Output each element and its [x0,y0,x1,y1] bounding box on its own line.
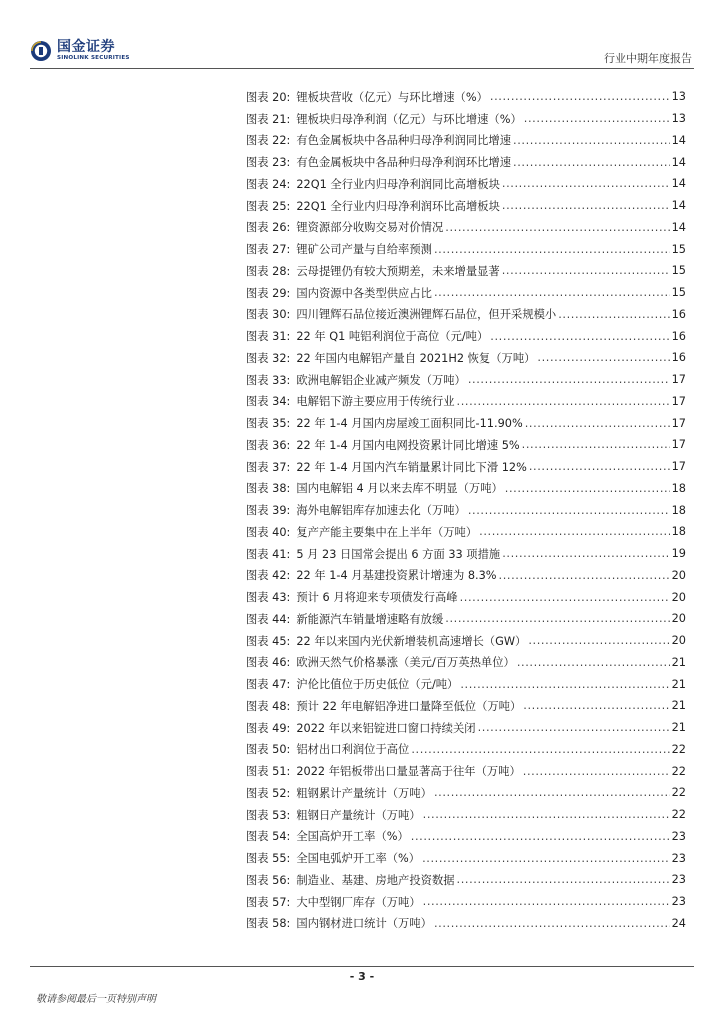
toc-page-number: 14 [671,199,686,213]
toc-dot-leader [528,634,669,647]
toc-page-number: 19 [671,547,686,561]
toc-entry[interactable] [246,543,686,565]
toc-figure-label: 图表 31: [246,330,291,344]
toc-dot-leader [434,243,670,256]
toc-figure-label: 图表 40: [246,525,291,539]
toc-dot-leader [457,395,670,408]
toc-page-number: 21 [671,655,686,669]
logo-chinese-name: 国金证券 [57,39,115,56]
toc-figure-label: 图表 20: [246,90,291,104]
toc-entry[interactable] [246,173,686,195]
toc-entry[interactable] [246,238,686,260]
toc-entry[interactable] [246,304,686,326]
toc-entry[interactable] [246,325,686,347]
toc-entry[interactable] [246,695,686,717]
toc-dot-leader [411,830,670,843]
toc-figure-label: 图表 42: [246,569,291,583]
toc-dot-leader [434,917,670,930]
toc-entry[interactable] [246,760,686,782]
toc-dot-leader [537,351,669,364]
toc-figure-label: 图表 39: [246,504,291,518]
toc-dot-leader [423,808,670,821]
toc-figure-title: 粗钢日产量统计（万吨） [296,808,421,822]
toc-figure-title: 预计 6 月将迎来专项债发行高峰 [296,591,458,605]
toc-figure-label: 图表 57: [246,895,291,909]
toc-page-number: 15 [671,264,686,278]
toc-page-number: 17 [671,373,686,387]
toc-figure-label: 图表 25: [246,199,291,213]
toc-figure-label: 图表 36: [246,438,291,452]
toc-page-number: 18 [671,503,686,517]
toc-entry[interactable] [246,478,686,500]
toc-figure-title: 22 年 1-4 月基建投资累计增速为 8.3% [296,569,497,583]
toc-figure-label: 图表 32: [246,351,291,365]
toc-figure-title: 22 年 1-4 月国内房屋竣工面积同比-11.90% [296,417,523,431]
toc-entry[interactable] [246,282,686,304]
toc-dot-leader [478,721,670,734]
toc-page-number: 24 [671,916,686,930]
toc-figure-title: 海外电解铝库存加速去化（万吨） [296,504,466,518]
toc-figure-label: 图表 49: [246,721,291,735]
toc-figure-label: 图表 35: [246,417,291,431]
toc-dot-leader [517,656,670,669]
toc-figure-label: 图表 43: [246,591,291,605]
toc-dot-leader [502,199,670,212]
toc-figure-title: 锂板块归母净利润（亿元）与环比增速（%） [296,112,522,126]
header-divider [30,68,694,69]
toc-entry[interactable] [246,195,686,217]
toc-dot-leader [434,286,670,299]
toc-dot-leader [502,177,670,190]
toc-figure-title: 2022 年铝板带出口量显著高于往年（万吨） [296,765,521,779]
toc-page-number: 23 [671,895,686,909]
page-number: - 3 - [349,970,375,983]
toc-figure-label: 图表 26: [246,221,291,235]
toc-figure-label: 图表 27: [246,243,291,257]
toc-entry[interactable] [246,565,686,587]
toc-figure-label: 图表 37: [246,460,291,474]
toc-dot-leader [505,482,670,495]
toc-page-number: 14 [671,133,686,147]
toc-entry[interactable] [246,434,686,456]
toc-entry[interactable] [246,86,686,108]
toc-figure-title: 22 年 Q1 吨铝利润位于高位（元/吨） [296,330,489,344]
figure-list [246,86,686,934]
toc-figure-label: 图表 56: [246,873,291,887]
toc-dot-leader [479,525,669,538]
toc-dot-leader [460,678,669,691]
report-type: 行业中期年度报告 [604,52,692,65]
toc-entry[interactable] [246,456,686,478]
toc-dot-leader [502,547,669,560]
toc-figure-title: 国内资源中各类型供应占比 [296,286,432,300]
toc-page-number: 17 [671,394,686,408]
toc-page-number: 20 [671,590,686,604]
toc-entry[interactable] [246,739,686,761]
toc-figure-label: 图表 55: [246,852,291,866]
toc-figure-title: 全国电弧炉开工率（%） [296,852,421,866]
toc-dot-leader [529,460,670,473]
toc-page-number: 14 [671,220,686,234]
company-logo [30,40,130,62]
toc-page-number: 13 [671,90,686,104]
toc-figure-title: 沪伦比值位于历史低位（元/吨） [296,678,459,692]
toc-entry[interactable] [246,369,686,391]
toc-figure-title: 22Q1 全行业内归母净利润环比高增板块 [296,199,500,213]
toc-page-number: 18 [671,525,686,539]
toc-figure-title: 电解铝下游主要应用于传统行业 [296,395,455,409]
toc-figure-title: 四川锂辉石品位接近澳洲锂辉石品位，但开采规模小 [296,308,557,322]
toc-figure-title: 22Q1 全行业内归母净利润同比高增板块 [296,177,500,191]
toc-figure-label: 图表 47: [246,678,291,692]
toc-figure-label: 图表 45: [246,634,291,648]
toc-dot-leader [460,591,670,604]
toc-figure-label: 图表 44: [246,612,291,626]
toc-dot-leader [523,699,669,712]
toc-entry[interactable] [246,151,686,173]
toc-dot-leader [468,504,670,517]
toc-entry[interactable] [246,652,686,674]
toc-page-number: 21 [671,677,686,691]
toc-entry[interactable] [246,847,686,869]
toc-figure-label: 图表 29: [246,286,291,300]
toc-entry[interactable] [246,891,686,913]
toc-figure-title: 铝材出口利润位于高位 [296,743,410,757]
toc-page-number: 23 [671,851,686,865]
toc-page-number: 20 [671,612,686,626]
toc-dot-leader [422,852,670,865]
toc-page-number: 14 [671,177,686,191]
toc-figure-title: 粗钢累计产量统计（万吨） [296,786,432,800]
toc-dot-leader [499,569,670,582]
toc-figure-title: 22 年以来国内光伏新增装机高速增长（GW） [296,634,527,648]
toc-page-number: 17 [671,460,686,474]
toc-entry[interactable] [246,869,686,891]
toc-entry[interactable] [246,673,686,695]
toc-page-number: 22 [671,808,686,822]
toc-page-number: 20 [671,568,686,582]
toc-figure-label: 图表 33: [246,373,291,387]
toc-entry[interactable] [246,826,686,848]
toc-figure-label: 图表 54: [246,830,291,844]
toc-figure-title: 锂矿公司产量与自给率预测 [296,243,432,257]
toc-page-number: 23 [671,829,686,843]
toc-entry[interactable] [246,913,686,935]
toc-page-number: 15 [671,242,686,256]
toc-figure-title: 锂板块营收（亿元）与环比增速（%） [296,90,488,104]
toc-dot-leader [434,786,670,799]
toc-entry[interactable] [246,347,686,369]
toc-page-number: 17 [671,416,686,430]
toc-page-number: 18 [671,481,686,495]
toc-figure-title: 大中型钢厂库存（万吨） [296,895,421,909]
toc-figure-label: 图表 53: [246,808,291,822]
toc-dot-leader [513,156,670,169]
toc-entry[interactable] [246,130,686,152]
toc-figure-label: 图表 28: [246,264,291,278]
toc-entry[interactable] [246,717,686,739]
toc-dot-leader [523,765,670,778]
sinolink-logo-icon [30,40,52,62]
toc-entry[interactable] [246,108,686,130]
toc-figure-title: 22 年国内电解铝产量自 2021H2 恢复（万吨） [296,351,536,365]
toc-figure-title: 云母提锂仍有较大预期差，未来增量显著 [296,264,500,278]
toc-figure-label: 图表 38: [246,482,291,496]
page-header [0,0,724,72]
toc-entry[interactable] [246,586,686,608]
toc-figure-title: 国内钢材进口统计（万吨） [296,917,432,931]
toc-figure-label: 图表 46: [246,656,291,670]
disclaimer-note: 敬请参阅最后一页特别声明 [36,994,156,1005]
toc-entry[interactable] [246,412,686,434]
toc-figure-label: 图表 48: [246,699,291,713]
toc-figure-title: 欧洲天然气价格暴涨（美元/百万英热单位） [296,656,515,670]
toc-page-number: 16 [671,329,686,343]
toc-page-number: 23 [671,873,686,887]
toc-dot-leader [445,221,669,234]
toc-dot-leader [525,417,670,430]
toc-entry[interactable] [246,499,686,521]
toc-figure-title: 预计 22 年电解铝净进口量降至低位（万吨） [296,699,522,713]
toc-page-number: 16 [671,351,686,365]
toc-entry[interactable] [246,804,686,826]
toc-page-number: 22 [671,742,686,756]
toc-figure-label: 图表 58: [246,917,291,931]
toc-dot-leader [513,134,670,147]
toc-entry[interactable] [246,260,686,282]
toc-figure-label: 图表 23: [246,156,291,170]
toc-figure-title: 国内电解铝 4 月以来去库不明显（万吨） [296,482,503,496]
toc-dot-leader [502,264,670,277]
toc-figure-label: 图表 34: [246,395,291,409]
toc-dot-leader [468,373,670,386]
toc-page-number: 21 [671,699,686,713]
toc-dot-leader [522,438,670,451]
toc-dot-leader [411,743,669,756]
toc-figure-label: 图表 21: [246,112,291,126]
toc-entry[interactable] [246,217,686,239]
toc-figure-label: 图表 22: [246,134,291,148]
toc-page-number: 13 [671,112,686,126]
toc-page-number: 22 [671,786,686,800]
toc-page-number: 22 [671,764,686,778]
toc-figure-title: 新能源汽车销量增速略有放缓 [296,612,444,626]
toc-entry[interactable] [246,521,686,543]
toc-figure-label: 图表 24: [246,177,291,191]
toc-dot-leader [457,873,670,886]
toc-figure-title: 2022 年以来铝锭进口窗口持续关闭 [296,721,476,735]
toc-figure-title: 制造业、基建、房地产投资数据 [296,873,455,887]
toc-figure-title: 复产产能主要集中在上半年（万吨） [296,525,478,539]
toc-dot-leader [524,112,670,125]
toc-dot-leader [490,330,669,343]
toc-figure-label: 图表 50: [246,743,291,757]
toc-page-number: 14 [671,155,686,169]
toc-page-number: 20 [671,634,686,648]
toc-figure-title: 锂资源部分收购交易对价情况 [296,221,444,235]
toc-page-number: 21 [671,721,686,735]
toc-page-number: 17 [671,438,686,452]
toc-figure-title: 22 年 1-4 月国内汽车销量累计同比下滑 12% [296,460,527,474]
toc-figure-label: 图表 30: [246,308,291,322]
toc-figure-title: 5 月 23 日国常会提出 6 方面 33 项措施 [296,547,501,561]
toc-figure-label: 图表 52: [246,786,291,800]
toc-figure-title: 有色金属板块中各品种归母净利润同比增速 [296,134,512,148]
toc-dot-leader [490,90,670,103]
toc-dot-leader [423,895,670,908]
toc-entry[interactable] [246,608,686,630]
footer-divider [30,966,694,967]
toc-entry[interactable] [246,391,686,413]
toc-page-number: 16 [671,307,686,321]
toc-figure-title: 有色金属板块中各品种归母净利润环比增速 [296,156,512,170]
toc-entry[interactable] [246,782,686,804]
toc-figure-label: 图表 51: [246,765,291,779]
toc-dot-leader [445,612,669,625]
logo-english-name: SINOLINK SECURITIES [57,55,130,62]
toc-dot-leader [558,308,669,321]
toc-figure-title: 全国高炉开工率（%） [296,830,409,844]
toc-figure-title: 22 年 1-4 月国内电网投资累计同比增速 5% [296,438,520,452]
toc-figure-label: 图表 41: [246,547,291,561]
toc-entry[interactable] [246,630,686,652]
toc-page-number: 15 [671,286,686,300]
toc-figure-title: 欧洲电解铝企业减产频发（万吨） [296,373,466,387]
